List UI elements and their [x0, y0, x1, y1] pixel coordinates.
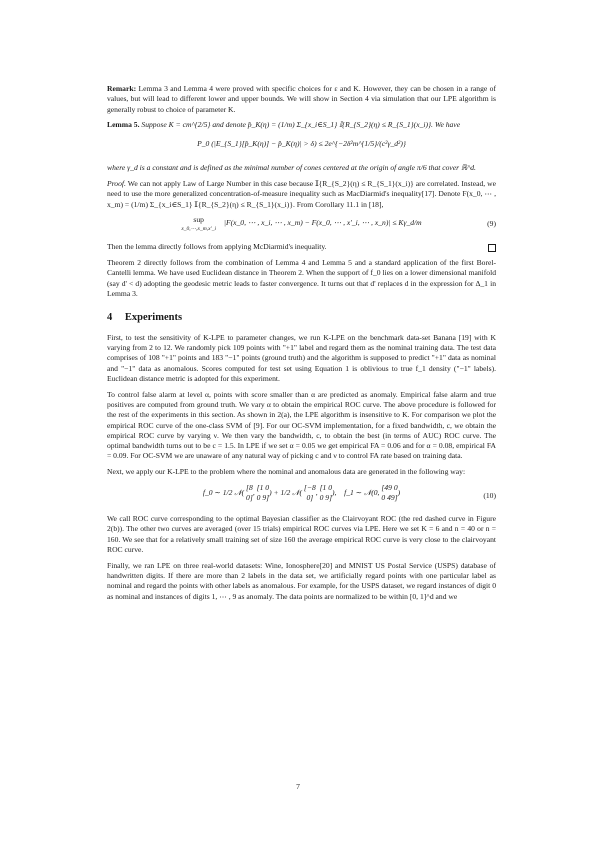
covariance-matrix-1: [1 0 0 9]: [319, 483, 333, 503]
page-number: 7: [296, 782, 300, 791]
remark-label: Remark:: [107, 84, 137, 93]
lemma5-equation-text: P_0 (|E_{S_1}[p̂_K(η)] − p̂_K(η)| > δ) ≤ 2e^{−2δ²m^{1/5}/(c²γ_d²)}: [197, 139, 406, 149]
experiments-paragraph-4: We call ROC curve corresponding to the optimal Bayesian classifier as the Clairvoyant ROC (the red dashed curve in Figure 2(b)). The other two curves are averaged (over 15 trials) empirical ROC curves via LPE. Here we set K = 6 and n = 40 or n = 160. We see that for a relatively small training set of size 160 the average empirical ROC curve is very close to the clairvoyant ROC curve.: [107, 514, 496, 554]
sup-operator: sup x_0,⋯,x_m,x'_i: [181, 215, 216, 232]
page-body: [107, 84, 496, 607]
mean-vector-2: [−8 0]: [303, 483, 316, 503]
section-number: 4: [107, 312, 113, 324]
equation-9-body: |F(x_0, ⋯ , x_i, ⋯ , x_m) − F(x_0, ⋯ , x'_i, ⋯ , x_n)| ≤ Kγ_d/m: [223, 218, 422, 228]
lemma5-tail: where γ_d is a constant and is defined as the minimal number of cones centered at the origin of angle π/6 that cover ℝ^d.: [107, 163, 476, 173]
equation-9-number: (9): [487, 219, 496, 229]
proof-paragraph: [107, 179, 496, 210]
theorem-paragraph: Theorem 2 directly follows from the combination of Lemma 4 and Lemma 5 and a standard application of the first Borel-Cantelli lemma. We have used Euclidean distance in Theorem 2. When the support of f_0 lies on a lower dimensional manifold (say d' < d) adopting the geodesic metric leads to faster convergence. It turns out that d' replaces d in the expression for Δ_1 in Lemma 3.: [107, 258, 496, 299]
lemma5-equation: [107, 136, 496, 158]
qed-square-icon: [488, 244, 496, 252]
proof-label: Proof.: [107, 178, 126, 188]
proof-closing: Then the lemma directly follows from applying McDiarmid's inequality.: [107, 242, 496, 252]
experiments-paragraph-3: Next, we apply our K-LPE to the problem where the nominal and anomalous data are generated in the following way:: [107, 467, 466, 477]
proof-text: We can not apply Law of Large Number in this case because 𝕀{R_{S_2}(η) ≤ R_{S_1}(x_i)} are correlated. Instead, we need to use the more generalized concentration-of-measure inequality such as MacDiarmid's inequality[17]. Denote F(x_0, ⋯ , x_m) = (1/m) Σ_{x_i∈S_1} 𝕀{R_{S_2}(η) ≤ R_{S_1}(x_i)}. From Corollary 11.1 in [18],: [107, 178, 497, 209]
section-title: Experiments: [124, 312, 183, 324]
lemma5-statement: [107, 120, 496, 130]
lemma5-text: Suppose K = cm^{2/5} and denote p̂_K(η) = (1/m) Σ_{x_i∈S_1} 𝕀{R_{S_2}(η) ≤ R_{S_1}(x_i)}. We have: [141, 120, 461, 130]
lemma5-label: Lemma 5.: [107, 120, 140, 130]
section-heading: [107, 313, 496, 323]
equation-9: [107, 215, 496, 237]
remark-paragraph: [107, 84, 496, 115]
experiments-paragraph-2: To control false alarm at level α, points with score smaller than α are predicted as anomaly. Empirical false alarm and true positives are computed from ground truth. We vary α to obtain the empirical ROC curve. The above procedure is followed for the rest of the experiments in this section. As shown in 2(a), the LPE algorithm is insensitive to K. For comparison we plot the empirical ROC curve of the one-class SVM of [9]. For our OC-SVM implementation, for a fixed bandwidth, c, we obtain the empirical ROC curve by varying ν. We then vary the bandwidth, c, to obtain the best (in terms of AUC) ROC curve. The optimal bandwidth turns out to be c = 1.5. In LPE if we set α = 0.05 we get empirical FA = 0.06 and for α = 0.08, empirical FA = 0.09. For OC-SVM we are unaware of any natural way of picking c and ν to control FA rate based on training data.: [107, 389, 496, 461]
experiments-paragraph-1: First, to test the sensitivity of K-LPE to parameter changes, we run K-LPE on the benchmark data-set Banana [19] with K varying from 2 to 12. We randomly pick 109 points with "+1" label and regard them as the nominal training data. The test data comprises of 108 "+1" points and 183 "−1" points (ground truth) and the algorithm is supposed to predict "+1" data as nominal and "−1" data as anomalous. Scores computed for test set using Equation 1 is oblivious to true f_1 density ("−1" labels). Euclidean distance metric is adopted for this experiment.: [107, 332, 496, 383]
experiments-paragraph-5: Finally, we ran LPE on three real-world datasets: Wine, Ionosphere[20] and MNIST US Postal Service (USPS) database of handwritten digits. If there are more than 2 labels in the data set, we artificially regard points with one particular label as nominal and regard the points with other labels as anomalous. For example, for the USPS dataset, we regard instances of digit 0 as nominal and instances of digits 1, ⋯ , 9 as anomaly. The data points are normalized to be within [0, 1]^d and we: [107, 560, 496, 601]
equation-10: f_0 ∼ 1/2 𝒩( [8 0] , [1 0 0 9] ) + 1/2 𝒩( [−8 0] , [1 0 0 9] ), f_1 ∼ 𝒩(0, [49 0 0 49] ) (10): [202, 483, 496, 503]
covariance-matrix-0: [1 0 0 9]: [256, 483, 270, 503]
mean-vector-1: [8 0]: [246, 483, 253, 503]
equation-10-number: (10): [483, 491, 496, 501]
covariance-matrix-2: [49 0 0 49]: [381, 483, 398, 503]
remark-text: Lemma 3 and Lemma 4 were proved with specific choices for ε and K. However, they can be chosen in a range of values, but will lead to different lower and upper bounds. We will show in Section 4 via simulation that our LPE algorithm is generally robust to choice of parameter K.: [107, 84, 496, 114]
